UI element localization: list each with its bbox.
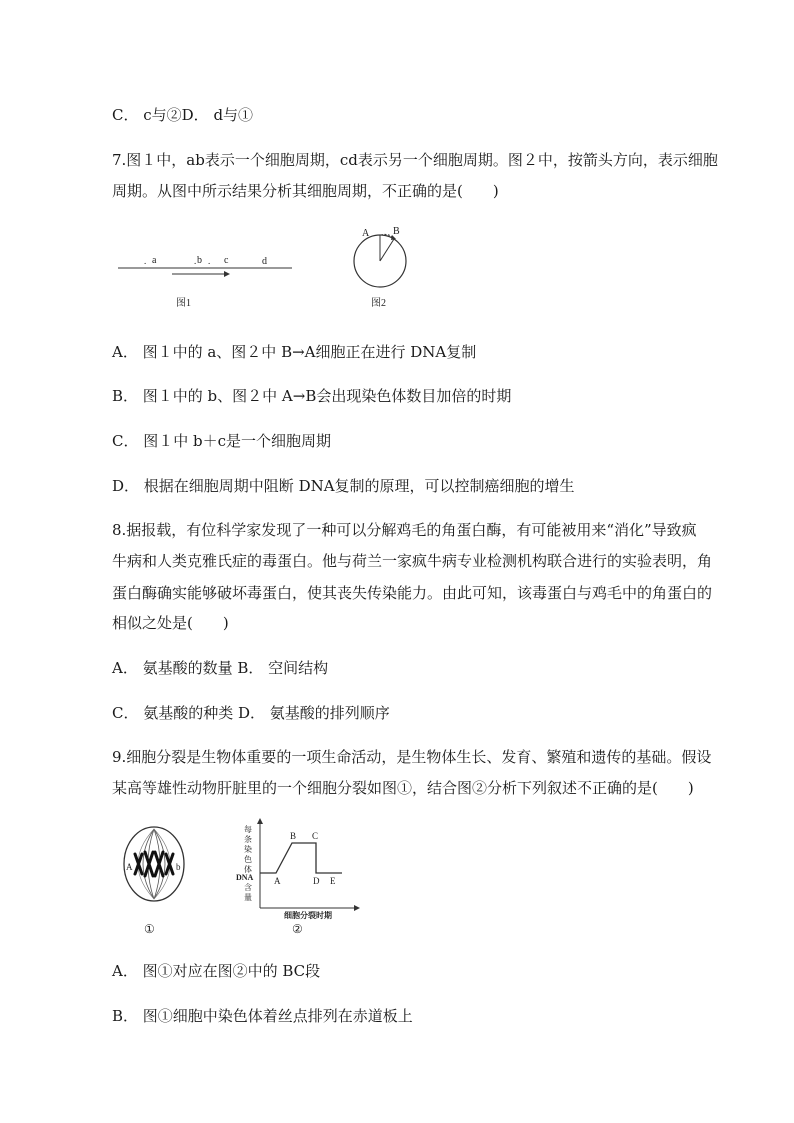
fig1-tick-c: . [208,256,211,266]
q7-stem-line-1: 7.图１中，ab表示一个细胞周期，cd表示另一个细胞周期。图２中，按箭头方向，表示细胞 [112,151,718,169]
q7-option-c: C． 图１中 b＋c是一个细胞周期 [112,432,332,450]
fig1-tick-b: . [194,256,197,266]
q9-stem-line-2: 某高等雄性动物肝脏里的一个细胞分裂如图①，结合图②分析下列叙述不正确的是( ) [112,779,694,797]
fig4-point-b: B [290,831,297,841]
fig4-ylabel-3: 染 [244,845,252,854]
fig2-label-a: A [362,228,370,239]
q8-options-ab: A． 氨基酸的数量 B． 空间结构 [112,659,329,677]
fig3-cell-membrane [124,827,184,901]
fig4-ylabel-6: 含 [244,883,252,892]
fig1-point-c: c [224,255,229,266]
q8-options-cd: C． 氨基酸的种类 D． 氨基酸的排列顺序 [112,704,390,722]
q7-option-a: A． 图１中的 a、图２中 B→A细胞正在进行 DNA复制 [112,343,477,361]
figure-2-cell-cycle-circle [350,224,420,314]
fig4-ylabel-1: 每 [244,825,252,834]
q8-stem-line-1: 8.据报载，有位科学家发现了一种可以分解鸡毛的角蛋白酶，有可能被用来“消化”导致疯 [112,521,697,539]
q9-option-a: A． 图①对应在图②中的 BC段 [112,962,321,980]
fig2-label-b: B [393,226,400,237]
fig1-point-b: b [197,255,202,266]
fig4-curve [260,843,342,873]
fig4-point-d: D [313,876,320,886]
fig2-caption: 图2 [371,298,386,309]
q6-options-cd: C． c与②D． d与① [112,106,254,124]
fig1-caption: 图1 [176,298,191,309]
fig3-chromosomes [135,852,173,876]
fig4-ylabel-4: 色 [244,855,252,864]
fig3-label-a: A [126,862,133,872]
fig4-ylabel-2: 条 [244,835,252,844]
fig4-point-a: A [274,876,281,886]
q8-stem-line-2: 牛病和人类克雅氏症的毒蛋白。他与荷兰一家疯牛病专业检测机构联合进行的实验表明，角 [112,552,713,570]
fig4-ylabel-dna: DNA [236,873,254,882]
q7-option-d: D． 根据在细胞周期中阻断 DNA复制的原理，可以控制癌细胞的增生 [112,477,575,495]
fig4-point-e: E [330,876,336,886]
figure-1-cell-cycle-line [112,244,302,314]
fig4-ylabel-7: 量 [244,893,252,902]
fig3-caption: ① [144,922,155,936]
q7-stem-line-2: 周期。从图中所示结果分析其细胞周期，不正确的是( ) [112,182,499,200]
figure-4-dna-content-graph [232,818,372,940]
fig1-point-d: d [262,256,267,267]
q8-stem-line-4: 相似之处是( ) [112,614,229,632]
fig4-caption: ② [292,922,303,936]
q9-stem-line-1: 9.细胞分裂是生物体重要的一项生命活动，是生物体生长、发育、繁殖和遗传的基础。假设 [112,748,712,766]
fig4-xlabel: 细胞分裂时期 [284,911,332,920]
fig1-tick-pre: . [144,256,147,266]
fig4-point-c: C [312,831,319,841]
fig4-ylabel-5: 体 [244,865,252,874]
fig1-point-a: a [152,255,157,266]
q8-stem-line-3: 蛋白酶确实能够破坏毒蛋白，使其丧失传染能力。由此可知，该毒蛋白与鸡毛中的角蛋白的 [112,584,713,602]
fig3-label-b: b [176,862,181,872]
q9-option-b: B． 图①细胞中染色体着丝点排列在赤道板上 [112,1007,413,1025]
q7-option-b: B． 图１中的 b、图２中 A→B会出现染色体数目加倍的时期 [112,387,512,405]
figure-3-dividing-cell [118,820,198,940]
